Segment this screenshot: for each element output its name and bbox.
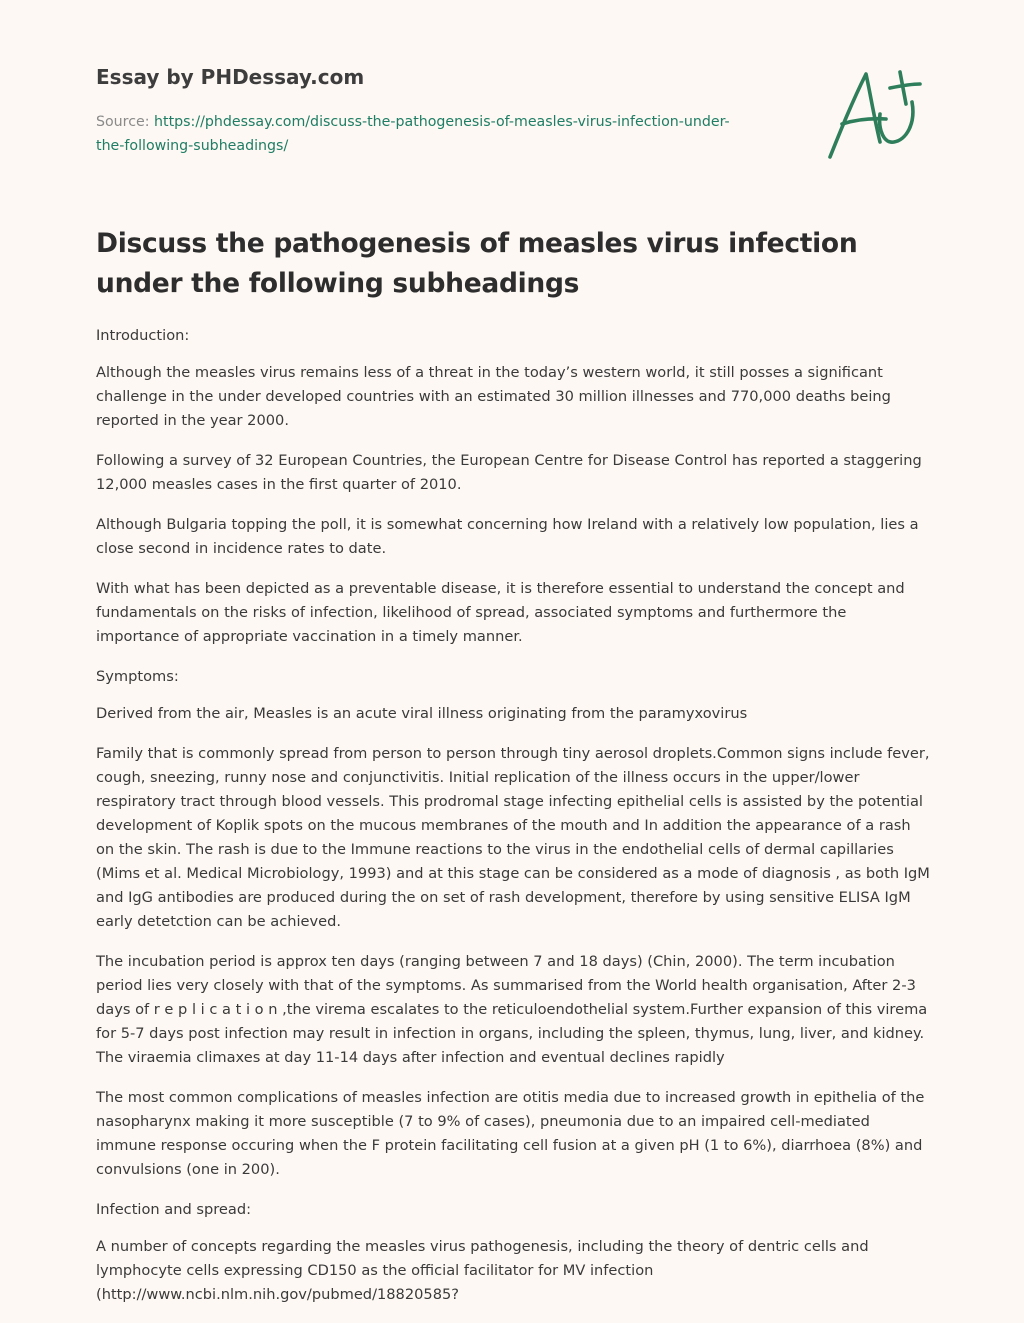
page-title: Discuss the pathogenesis of measles virus infection under the following subheadings bbox=[96, 228, 858, 299]
section-heading: Infection and spread: bbox=[96, 1201, 252, 1218]
paragraph: Following a survey of 32 European Countries, the European Centre for Disease Control has reported a staggering 12,000 measles cases in the first quarter of 2010. bbox=[96, 452, 922, 493]
essay-body bbox=[96, 324, 932, 1323]
paragraph: With what has been depicted as a preventable disease, it is therefore essential to understand the concept and fundamentals on the risks of infection, likelihood of spread, associated symptoms and furthermore the importance of appropriate vaccination in a timely manner. bbox=[96, 580, 905, 645]
paragraph: The incubation period is approx ten days (ranging between 7 and 18 days) (Chin, 2000). The term incubation period lies very closely with that of the symptoms. As summarised from the World health organisation, After 2-3 days of r e p l i c a t i o n ,the virema escalates to the reticuloendothelial system.Further expansion of this virema for 5-7 days post infection may result in infection in organs, including the spleen, thymus, lung, liver, and kidney. The viraemia climaxes at day 11-14 days after infection and eventual declines rapidly bbox=[96, 953, 928, 1066]
source-link[interactable]: https://phdessay.com/discuss-the-pathogenesis-of-measles-virus-infection-under-the-following-subheadings/ bbox=[96, 114, 730, 154]
source-label: Source: bbox=[96, 114, 150, 130]
paragraph: Although Bulgaria topping the poll, it is somewhat concerning how Ireland with a relatively low population, lies a close second in incidence rates to date. bbox=[96, 516, 919, 557]
brand-name: Essay by PHDessay.com bbox=[96, 65, 365, 89]
header bbox=[96, 62, 796, 92]
paragraph: The most common complications of measles infection are otitis media due to increased growth in epithelia of the nasopharynx making it more susceptible (7 to 9% of cases), pneumonia due to an impaired cell-mediated immune response occuring when the F protein facilitating cell fusion at a given pH (1 to 6%), diarrhoea (8%) and convulsions (one in 200). bbox=[96, 1089, 925, 1178]
source-line bbox=[96, 110, 746, 158]
paragraph: Family that is commonly spread from person to person through tiny aerosol droplets.Common signs include fever, cough, sneezing, runny nose and conjunctivitis. Initial replication of the illness occurs in the upper/lower respiratory tract through blood vessels. This prodromal stage infecting epithelial cells is assisted by the potential development of Koplik spots on the mucous membranes of the mouth and In addition the appearance of a rash on the skin. The rash is due to the Immune reactions to the virus in the endothelial cells of dermal capillaries (Mims et al. Medical Microbiology, 1993) and at this stage can be considered as a mode of diagnosis , as both IgM and IgG antibodies are produced during the on set of rash development, therefore by using sensitive ELISA IgM early detetction can be achieved. bbox=[96, 745, 930, 930]
section-heading: Symptoms: bbox=[96, 668, 179, 685]
paragraph: A number of concepts regarding the measles virus pathogenesis, including the theory of dentric cells and lymphocyte cells expressing CD150 as the official facilitator for MV infection (http://www.ncbi.nlm.nih.gov/pubmed/18820585? bbox=[96, 1238, 869, 1303]
section-heading: Introduction: bbox=[96, 327, 190, 344]
a-plus-logo-icon bbox=[820, 62, 932, 164]
paragraph: Derived from the air, Measles is an acute viral illness originating from the paramyxovirus bbox=[96, 705, 748, 722]
paragraph: Although the measles virus remains less of a threat in the today’s western world, it still posses a significant challenge in the under developed countries with an estimated 30 million illnesses and 770,000 deaths being reported in the year 2000. bbox=[96, 364, 891, 429]
